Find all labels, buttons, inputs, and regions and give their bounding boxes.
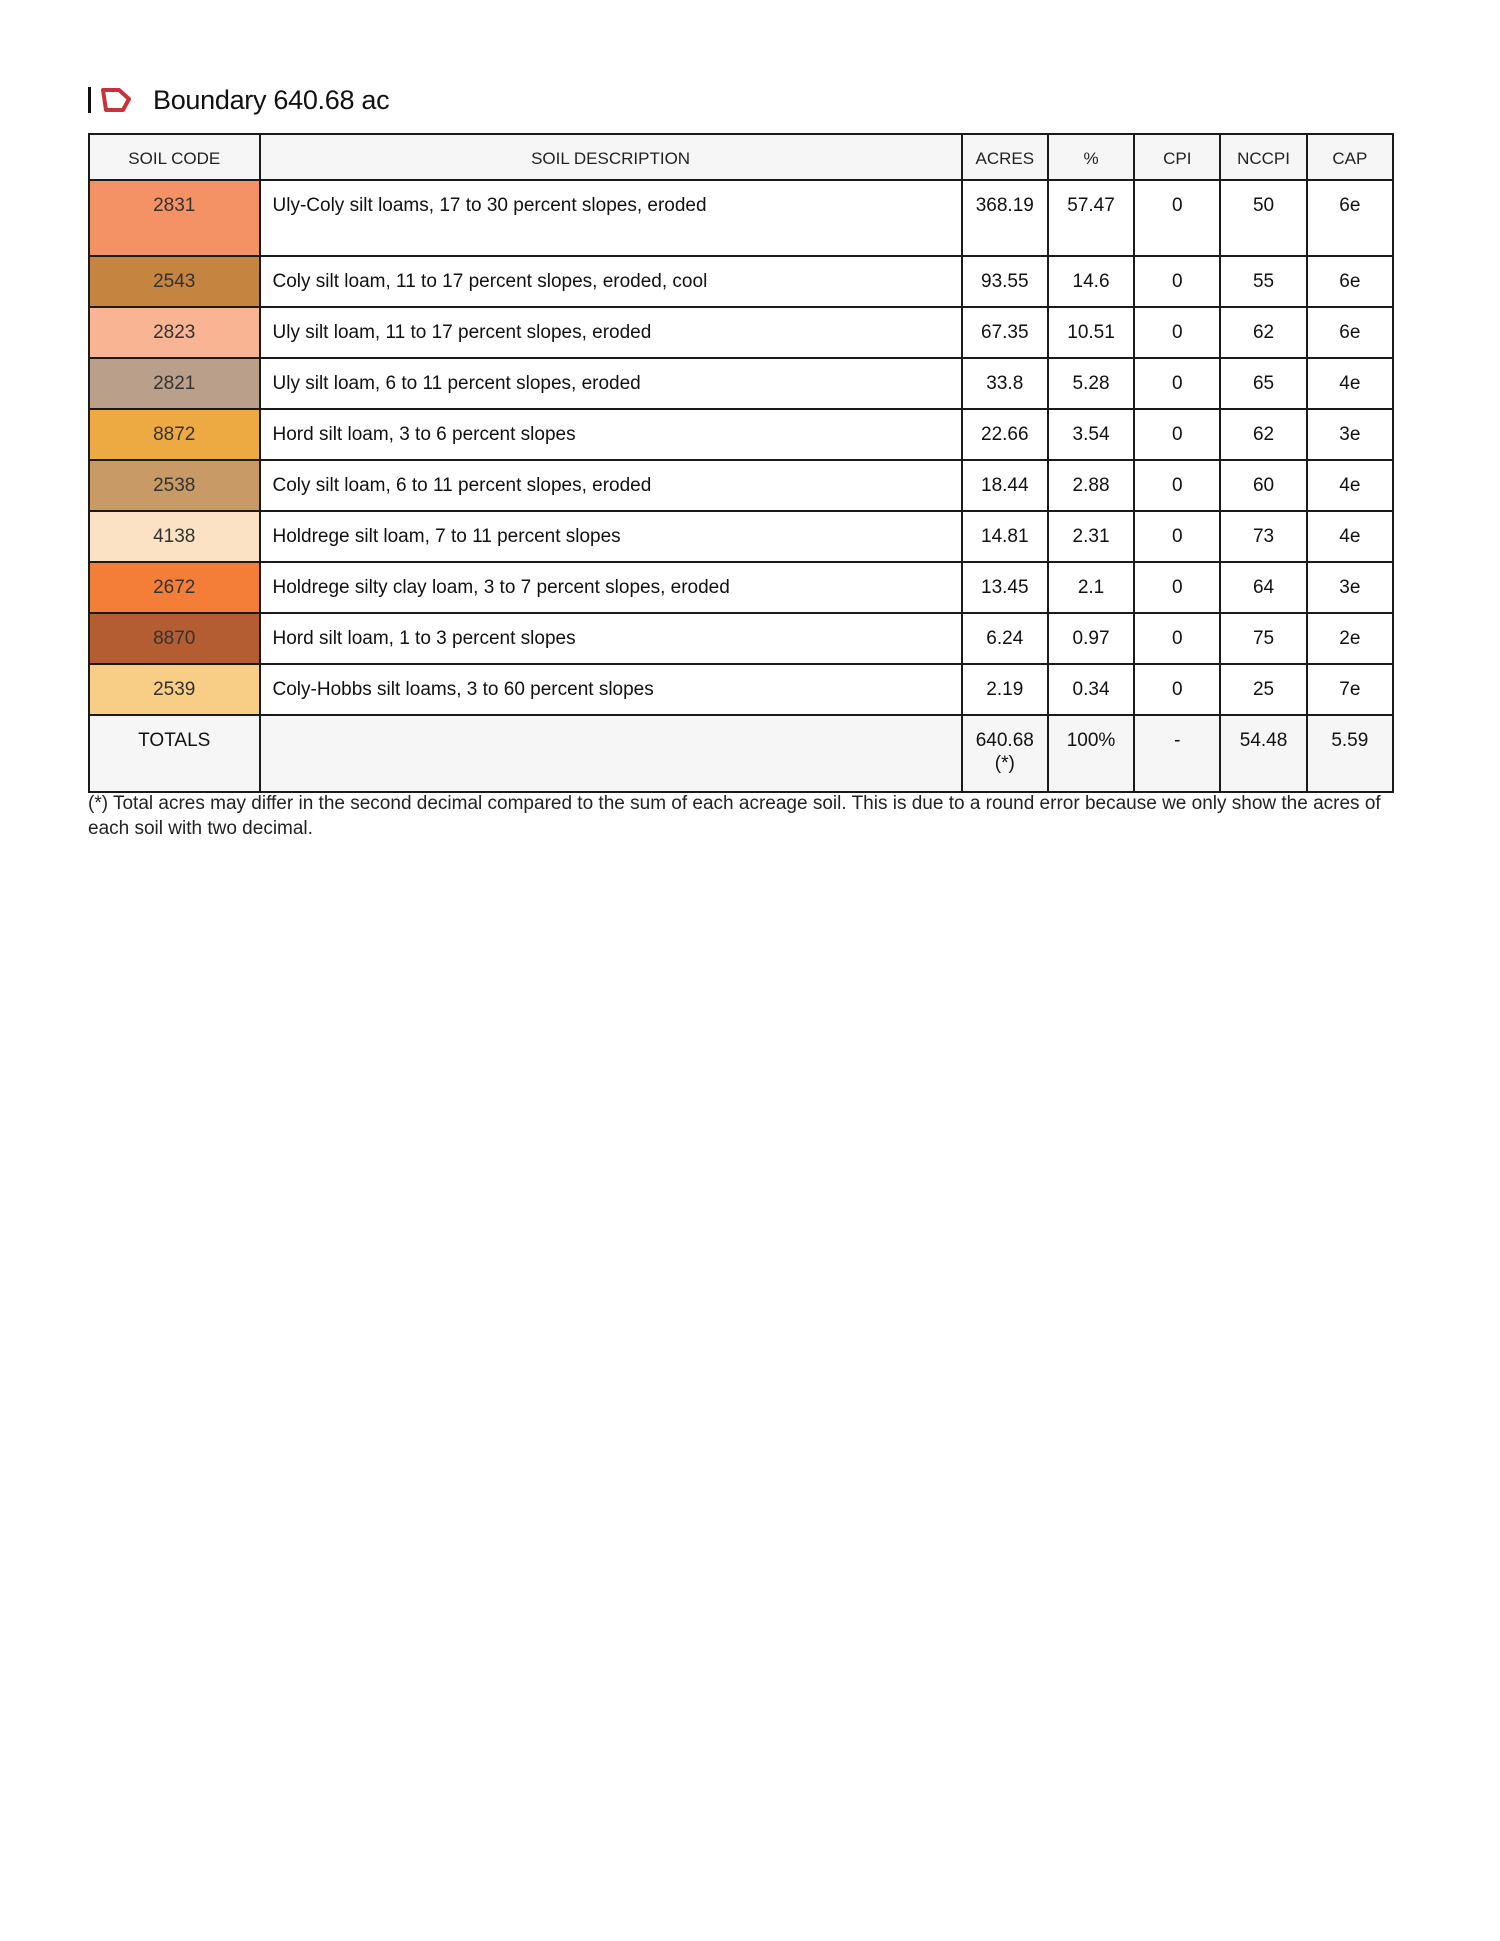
table-row [89,511,1393,562]
totals-nccpi: 54.48 [1220,715,1306,792]
table-row [89,307,1393,358]
footnote: (*) Total acres may differ in the second decimal compared to the sum of each acreage soil. This is due to a round error because we only show the acres of each soil with two decimal. [88,793,1381,839]
title-divider [88,87,91,113]
header-soil-description: SOIL DESCRIPTION [260,134,962,180]
table-row [89,180,1393,256]
cpi-cell: 0 [1134,511,1220,562]
acres-cell: 18.44 [962,460,1048,511]
nccpi-cell: 25 [1220,664,1306,715]
cpi-cell: 0 [1134,613,1220,664]
table-row [89,358,1393,409]
nccpi-cell: 75 [1220,613,1306,664]
header-soil-code: SOIL CODE [89,134,260,180]
percent-cell: 0.97 [1048,613,1134,664]
percent-cell: 57.47 [1048,180,1134,256]
header-cap: CAP [1307,134,1393,180]
soil-description-cell: Hord silt loam, 3 to 6 percent slopes [260,409,962,460]
nccpi-cell: 62 [1220,409,1306,460]
header-percent: % [1048,134,1134,180]
percent-cell: 2.1 [1048,562,1134,613]
page-title: Boundary 640.68 ac [153,84,390,115]
acres-cell: 6.24 [962,613,1048,664]
cap-cell: 4e [1307,511,1393,562]
percent-cell: 10.51 [1048,307,1134,358]
header-nccpi: NCCPI [1220,134,1306,180]
nccpi-cell: 55 [1220,256,1306,307]
acres-cell: 67.35 [962,307,1048,358]
cap-cell: 6e [1307,256,1393,307]
cap-cell: 3e [1307,562,1393,613]
acres-cell: 13.45 [962,562,1048,613]
soil-description-cell: Uly silt loam, 11 to 17 percent slopes, eroded [260,307,962,358]
soil-description-cell: Holdrege silty clay loam, 3 to 7 percent slopes, eroded [260,562,962,613]
soil-code-cell: 2831 [89,180,260,256]
table-header-row [89,134,1393,180]
soil-table [88,133,1394,793]
table-row [89,664,1393,715]
table-row [89,409,1393,460]
totals-cap: 5.59 [1307,715,1393,792]
cpi-cell: 0 [1134,664,1220,715]
soil-description-cell: Coly-Hobbs silt loams, 3 to 60 percent slopes [260,664,962,715]
cpi-cell: 0 [1134,256,1220,307]
acres-cell: 93.55 [962,256,1048,307]
cap-cell: 3e [1307,409,1393,460]
percent-cell: 2.88 [1048,460,1134,511]
cpi-cell: 0 [1134,180,1220,256]
totals-acres: 640.68(*) [962,715,1048,792]
soil-description-cell: Hord silt loam, 1 to 3 percent slopes [260,613,962,664]
soil-code-cell: 2538 [89,460,260,511]
header-cpi: CPI [1134,134,1220,180]
header-acres: ACRES [962,134,1048,180]
soil-description-cell: Holdrege silt loam, 7 to 11 percent slopes [260,511,962,562]
totals-label: TOTALS [89,715,260,792]
cap-cell: 4e [1307,358,1393,409]
soil-code-cell: 2543 [89,256,260,307]
totals-row [89,715,1393,792]
soil-code-cell: 2672 [89,562,260,613]
percent-cell: 0.34 [1048,664,1134,715]
cap-cell: 7e [1307,664,1393,715]
cpi-cell: 0 [1134,307,1220,358]
acres-cell: 368.19 [962,180,1048,256]
acres-cell: 14.81 [962,511,1048,562]
percent-cell: 3.54 [1048,409,1134,460]
soil-code-cell: 2539 [89,664,260,715]
acres-cell: 22.66 [962,409,1048,460]
boundary-polygon-icon [99,86,133,114]
totals-percent: 100% [1048,715,1134,792]
cpi-cell: 0 [1134,409,1220,460]
cpi-cell: 0 [1134,460,1220,511]
cpi-cell: 0 [1134,562,1220,613]
totals-description [260,715,962,792]
soil-code-cell: 2821 [89,358,260,409]
nccpi-cell: 62 [1220,307,1306,358]
nccpi-cell: 64 [1220,562,1306,613]
table-row [89,613,1393,664]
table-row [89,256,1393,307]
soil-code-cell: 4138 [89,511,260,562]
soil-description-cell: Coly silt loam, 11 to 17 percent slopes, eroded, cool [260,256,962,307]
soil-description-cell: Coly silt loam, 6 to 11 percent slopes, eroded [260,460,962,511]
table-row [89,562,1393,613]
percent-cell: 2.31 [1048,511,1134,562]
nccpi-cell: 50 [1220,180,1306,256]
cap-cell: 6e [1307,180,1393,256]
soil-description-cell: Uly-Coly silt loams, 17 to 30 percent slopes, eroded [260,180,962,256]
table-row [89,460,1393,511]
percent-cell: 14.6 [1048,256,1134,307]
page-title-row [88,80,389,120]
nccpi-cell: 73 [1220,511,1306,562]
cap-cell: 4e [1307,460,1393,511]
soil-description-cell: Uly silt loam, 6 to 11 percent slopes, eroded [260,358,962,409]
acres-cell: 2.19 [962,664,1048,715]
cap-cell: 2e [1307,613,1393,664]
nccpi-cell: 60 [1220,460,1306,511]
percent-cell: 5.28 [1048,358,1134,409]
acres-cell: 33.8 [962,358,1048,409]
nccpi-cell: 65 [1220,358,1306,409]
soil-code-cell: 8872 [89,409,260,460]
soil-code-cell: 8870 [89,613,260,664]
totals-cpi: - [1134,715,1220,792]
cap-cell: 6e [1307,307,1393,358]
soil-code-cell: 2823 [89,307,260,358]
cpi-cell: 0 [1134,358,1220,409]
